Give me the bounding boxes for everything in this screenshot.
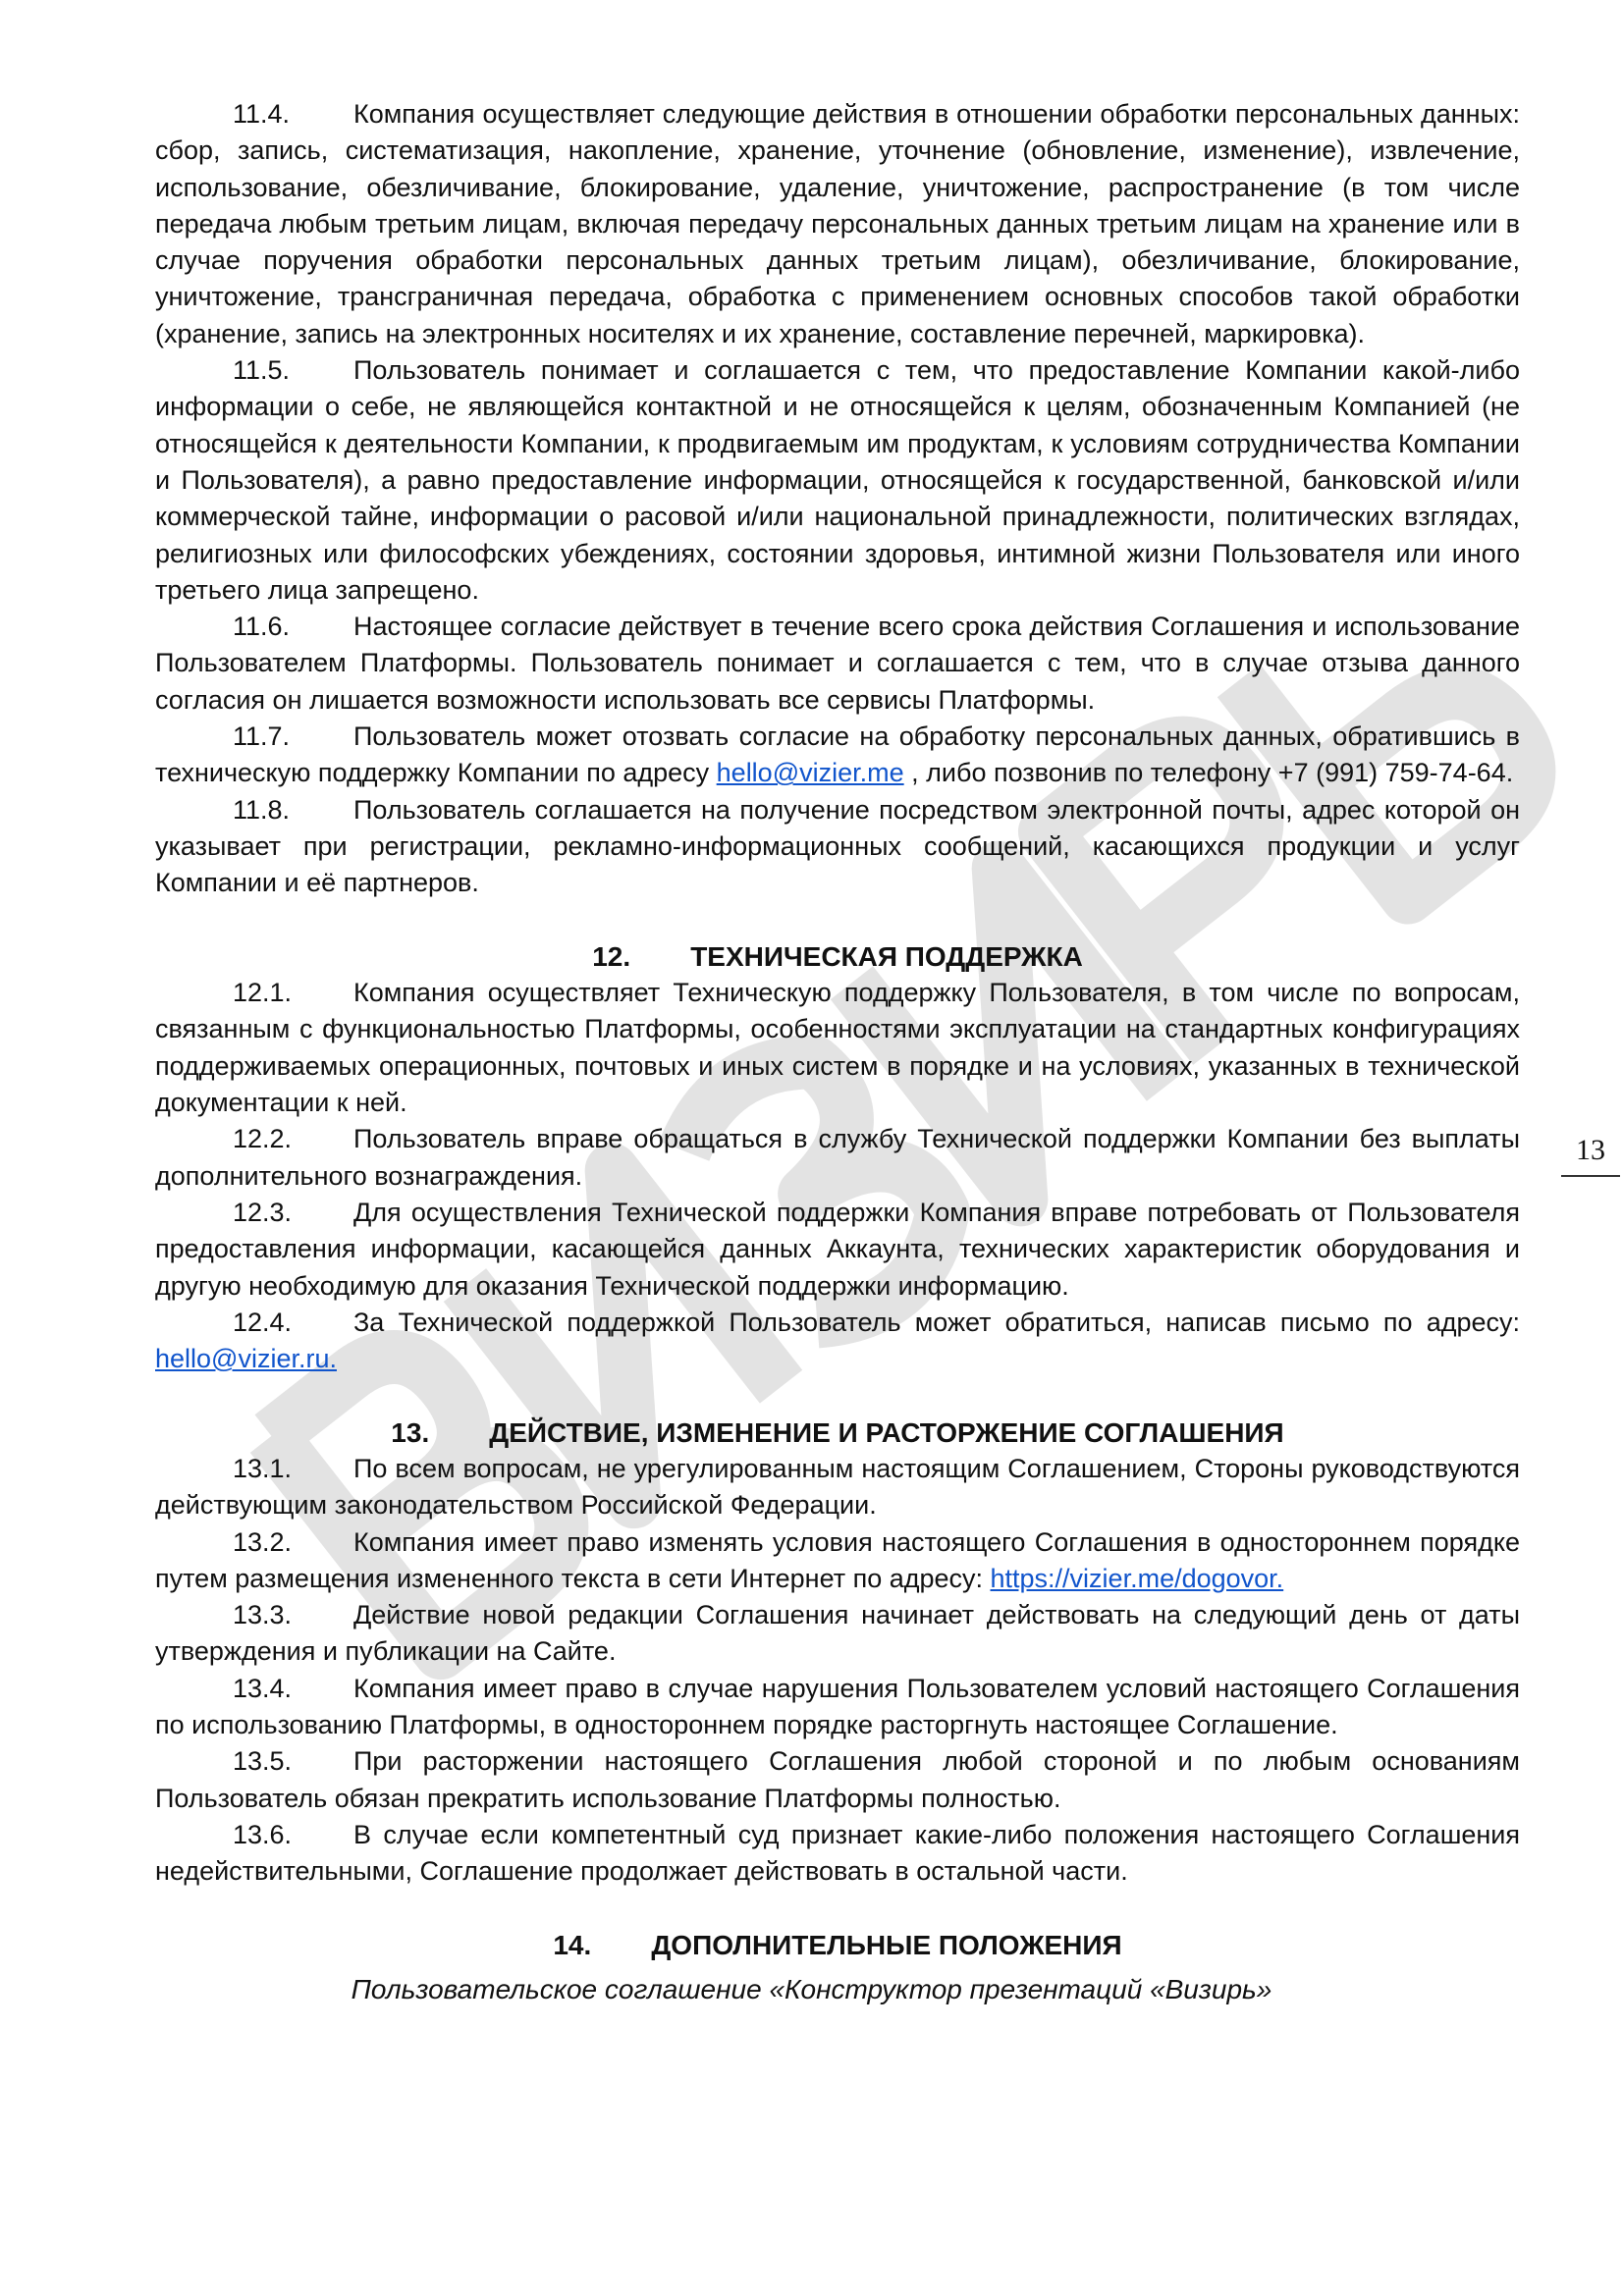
section-number: 12. [592, 940, 631, 972]
clause-11-7 [155, 719, 1520, 792]
clause-number: 12.4. [233, 1307, 293, 1337]
clause-text: При расторжении настоящего Соглашения любой стороной и по любым основаниям Пользователь обязан прекратить использование Платформы полностью. [155, 1746, 1520, 1813]
section-heading-12 [155, 938, 1520, 975]
clause-13-5 [155, 1743, 1520, 1817]
clause-number: 13.6. [233, 1819, 293, 1849]
clause-text: Компания имеет право изменять условия настоящего Соглашения в одностороннем порядке путем размещения измененного текста в сети Интернет по адресу: [155, 1526, 1520, 1593]
clause-number: 12.1. [233, 978, 293, 1008]
clause-text: Пользователь может отозвать согласие на обработку персональных данных, обратившись в техническую поддержку Компании по адресу [155, 721, 1520, 788]
clause-text: По всем вопросам, не урегулированным настоящим Соглашением, Стороны руководствуются действующим законодательством Российской Федерации. [155, 1453, 1520, 1521]
clause-text: В случае если компетентный суд признает какие-либо положения настоящего Соглашения недействительными, Соглашение продолжает действовать в остальной части. [155, 1819, 1520, 1887]
section-title: ДЕЙСТВИЕ, ИЗМЕНЕНИЕ И РАСТОРЖЕНИЕ СОГЛАШЕНИЯ [489, 1416, 1284, 1448]
clause-text: Компания имеет право в случае нарушения Пользователем условий настоящего Соглашения по использованию Платформы, в одностороннем порядке расторгнуть настоящее Соглашение. [155, 1673, 1520, 1740]
clause-number: 12.3. [233, 1197, 293, 1227]
clause-number: 11.5. [233, 355, 291, 386]
clause-text: Для осуществления Технической поддержки Компания вправе потребовать от Пользователя предоставления информации, касающейся данных Аккаунта, технических характеристик оборудования и другую необходимую для оказания Технической поддержки информацию. [155, 1197, 1520, 1301]
section-title: ДОПОЛНИТЕЛЬНЫЕ ПОЛОЖЕНИЯ [651, 1929, 1122, 1960]
clause-13-3 [155, 1597, 1520, 1671]
support-email-link[interactable]: hello@vizier.ru. [155, 1344, 337, 1374]
clause-number: 11.7. [233, 721, 291, 752]
clause-13-6 [155, 1817, 1520, 1891]
clause-number: 12.2. [233, 1124, 293, 1154]
clause-number: 11.8. [233, 794, 291, 825]
clause-text: Настоящее согласие действует в течение всего срока действия Соглашения и использование Пользователем Платформы. Пользователь понимает и соглашается с тем, что в случае отзыва данного согласия он лишается возможности использовать все сервисы Платформы. [155, 612, 1520, 715]
support-email-link[interactable]: hello@vizier.me [716, 758, 904, 788]
clause-text: Пользователь понимает и соглашается с тем, что предоставление Компании какой-либо информации о себе, не являющейся контактной и не относящейся к целям, обозначенным Компанией (не относящейся к деятельности Компании, к продвигаемым им продуктам, к условиям сотрудничества Компании и Пользователя), а равно предоставление информации, относящейся к государственной, банковской и/или коммерческой тайне, информации о расовой и/или национальной принадлежности, политических взглядах, религиозных или философских убеждениях, состоянии здоровья, интимной жизни Пользователя или иного третьего лица запрещено. [155, 355, 1520, 605]
clause-text: Компания осуществляет следующие действия в отношении обработки персональных данных: сбор, запись, систематизация, накопление, хранение, уточнение (обновление, изменение), извлечение, использование, обезличивание, блокирование, удаление, уничтожение, распространение (в том числе передача любым третьим лицам, включая передачу персональных данных третьим лицам на хранение или в случае поручения обработки персональных данных третьим лицам), обезличивание, блокирование, уничтожение, трансграничная передача, обработка с применением основных способов такой обработки (хранение, запись на электронных носителях и их хранение, составление перечней, маркировка). [155, 99, 1520, 348]
section-number: 13. [391, 1416, 430, 1448]
page-footer: Пользовательское соглашение «Конструктор презентаций «Визирь» [351, 1974, 1272, 2005]
clause-11-5 [155, 352, 1520, 609]
clause-number: 13.4. [233, 1673, 293, 1703]
clause-text: Компания осуществляет Техническую поддержку Пользователя, в том числе по вопросам, связанным с функциональностью Платформы, особенностями эксплуатации на стандартных конфигурациях поддерживаемых операционных, почтовых и иных систем в порядке и на условиях, указанных в технической документации к ней. [155, 978, 1520, 1118]
clause-12-1 [155, 975, 1520, 1121]
section-title: ТЕХНИЧЕСКАЯ ПОДДЕРЖКА [690, 940, 1083, 972]
clause-number: 13.3. [233, 1600, 293, 1630]
clause-11-6 [155, 609, 1520, 719]
clause-11-4 [155, 96, 1520, 352]
agreement-url-link[interactable]: https://vizier.me/dogovor. [990, 1563, 1284, 1593]
clause-text: Действие новой редакции Соглашения начинает действовать на следующий день от даты утверждения и публикации на Сайте. [155, 1600, 1520, 1667]
clause-number: 13.5. [233, 1746, 293, 1777]
clause-text: Пользователь соглашается на получение посредством электронной почты, адрес которой он указывает при регистрации, рекламно-информационных сообщений, касающихся продукции и услуг Компании и её партнеров. [155, 794, 1520, 898]
page-number: 13 [1561, 1134, 1620, 1177]
clause-text: За Технической поддержкой Пользователь может обратиться, написав письмо по адресу: [353, 1307, 1520, 1337]
clause-11-8 [155, 792, 1520, 902]
section-heading-13 [155, 1415, 1520, 1451]
clause-13-2 [155, 1524, 1520, 1598]
document-body [155, 96, 1520, 2007]
section-number: 14. [553, 1929, 592, 1960]
clause-text: Пользователь вправе обращаться в службу Технической поддержки Компании без выплаты дополнительного вознаграждения. [155, 1124, 1520, 1191]
clause-12-2 [155, 1121, 1520, 1195]
clause-12-4 [155, 1305, 1520, 1378]
clause-number: 11.4. [233, 99, 291, 129]
section-heading-14 [155, 1927, 1520, 1963]
clause-number: 13.2. [233, 1526, 293, 1557]
clause-text: , либо позвонив по телефону +7 (991) 759-74-64. [903, 758, 1514, 788]
clause-13-4 [155, 1671, 1520, 1744]
clause-number: 11.6. [233, 612, 291, 642]
clause-12-3 [155, 1195, 1520, 1305]
clause-number: 13.1. [233, 1453, 293, 1483]
clause-13-1 [155, 1451, 1520, 1524]
